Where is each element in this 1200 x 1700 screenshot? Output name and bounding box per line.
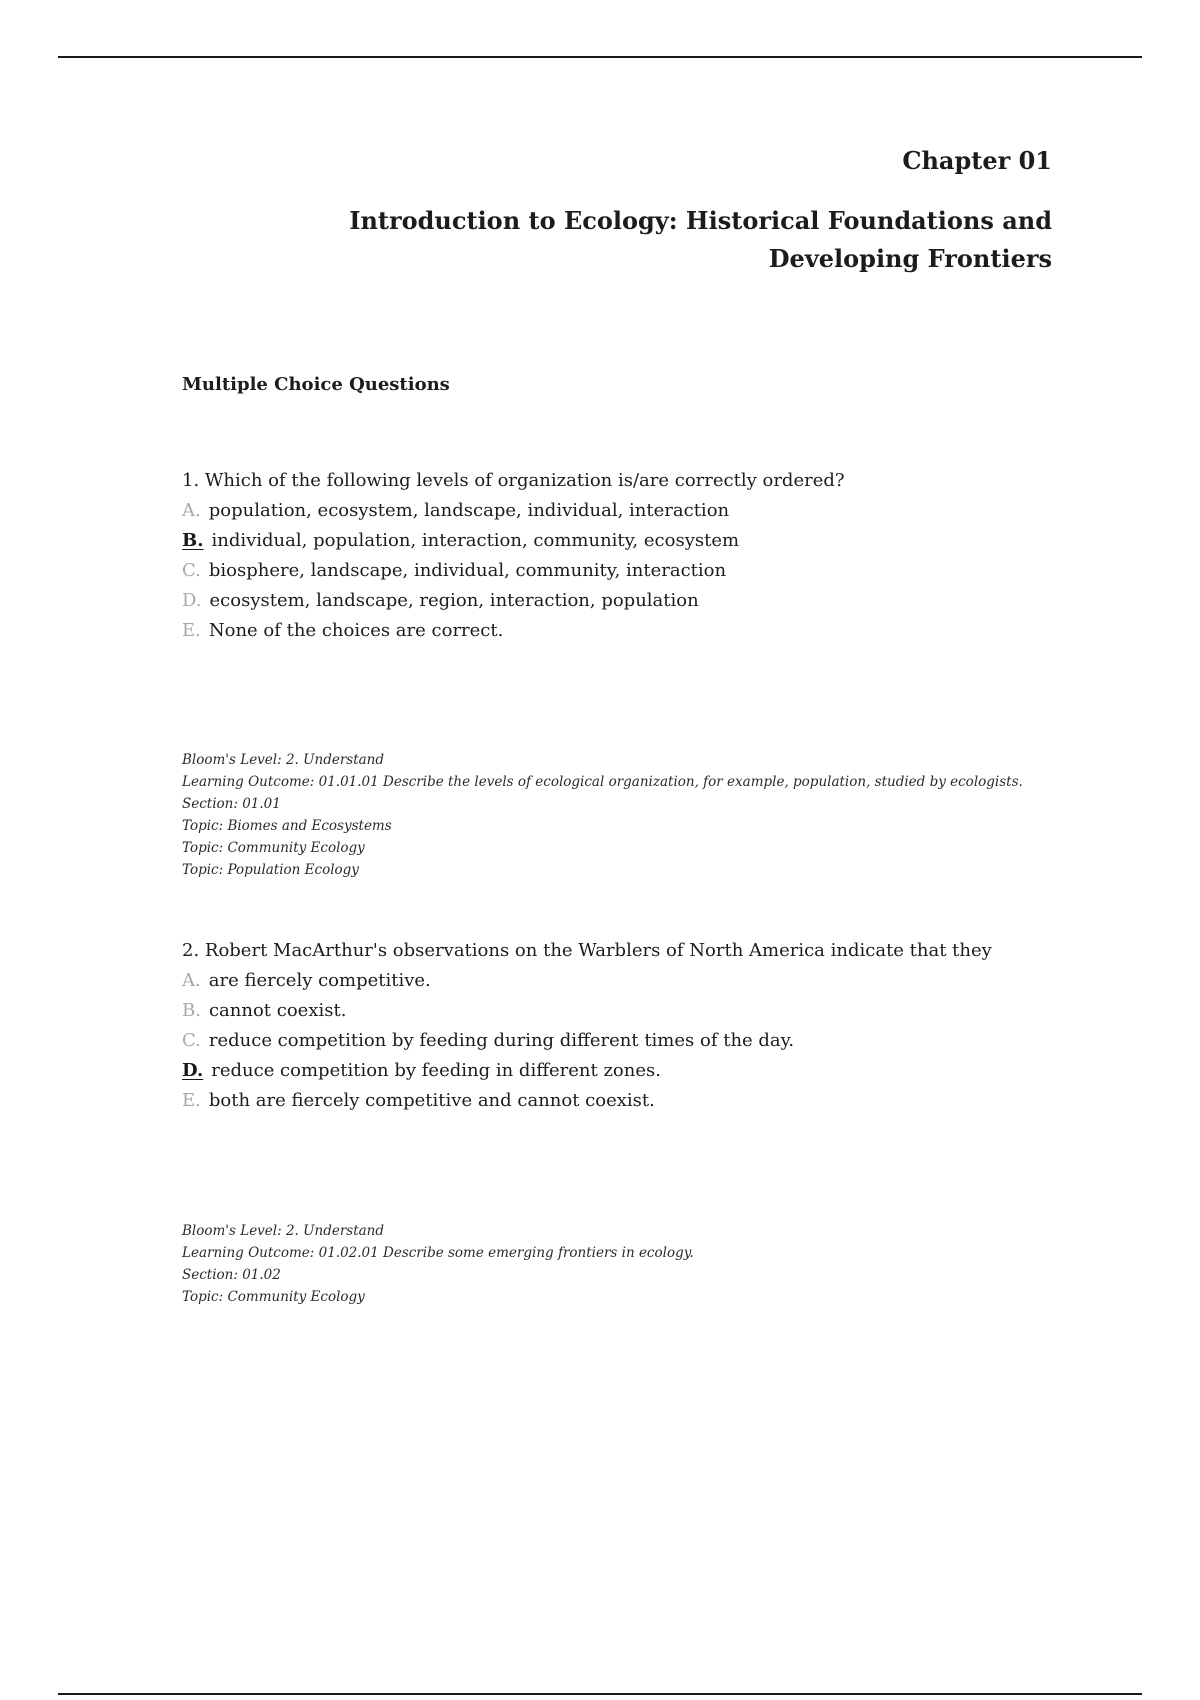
option-text: individual, population, interaction, community, ecosystem [211,530,740,551]
question-stem: 1. Which of the following levels of organization is/are correctly ordered? [182,470,845,491]
option-letter-correct: B. [182,530,204,551]
topic: Topic: Community Ecology [182,1289,365,1305]
learning-outcome: Learning Outcome: 01.01.01 Describe the levels of ecological organization, for example, population, studied by ecologists. [182,774,1023,790]
answer-options [182,496,1082,646]
option-b [182,996,1082,1026]
learning-outcome: Learning Outcome: 01.02.01 Describe some emerging frontiers in ecology. [182,1245,694,1261]
option-letter: E. [182,1090,201,1111]
option-letter: C. [182,560,201,581]
option-text: biosphere, landscape, individual, community, interaction [208,560,727,581]
option-e [182,1086,1082,1116]
question-1 [182,466,1082,646]
question-2-metadata [182,1220,1082,1308]
chapter-title: Introduction to Ecology: Historical Foundations and Developing Frontiers [349,206,1052,273]
question-1-metadata [182,749,1082,881]
question-2 [182,936,1082,1116]
section-heading: Multiple Choice Questions [182,374,450,395]
option-letter: A. [182,500,201,521]
option-text: population, ecosystem, landscape, individual, interaction [208,500,730,521]
option-letter: C. [182,1030,201,1051]
option-a [182,966,1082,996]
option-c [182,556,1082,586]
topic: Topic: Population Ecology [182,862,359,878]
answer-options [182,966,1082,1116]
option-text: are fiercely competitive. [208,970,431,991]
option-a [182,496,1082,526]
option-text: None of the choices are correct. [208,620,504,641]
topic: Topic: Community Ecology [182,840,365,856]
section-number: Section: 01.02 [182,1267,281,1283]
option-e [182,616,1082,646]
option-d [182,586,1082,616]
option-letter: E. [182,620,201,641]
section-number: Section: 01.01 [182,796,281,812]
top-rule [58,56,1142,58]
option-text: ecosystem, landscape, region, interaction, population [209,590,699,611]
option-letter: B. [182,1000,201,1021]
topic: Topic: Biomes and Ecosystems [182,818,392,834]
option-text: reduce competition by feeding during different times of the day. [208,1030,795,1051]
option-c [182,1026,1082,1056]
option-b [182,526,1082,556]
option-letter: A. [182,970,201,991]
option-text: reduce competition by feeding in different zones. [211,1060,661,1081]
bottom-rule [58,1693,1142,1695]
option-letter: D. [182,590,202,611]
option-text: both are fiercely competitive and cannot coexist. [208,1090,655,1111]
chapter-header [192,146,1052,278]
chapter-number: Chapter 01 [902,146,1052,175]
blooms-level: Bloom's Level: 2. Understand [182,752,385,768]
blooms-level: Bloom's Level: 2. Understand [182,1223,385,1239]
option-text: cannot coexist. [208,1000,347,1021]
question-stem: 2. Robert MacArthur's observations on the Warblers of North America indicate that they [182,940,992,961]
option-letter-correct: D. [182,1060,204,1081]
option-d [182,1056,1082,1086]
